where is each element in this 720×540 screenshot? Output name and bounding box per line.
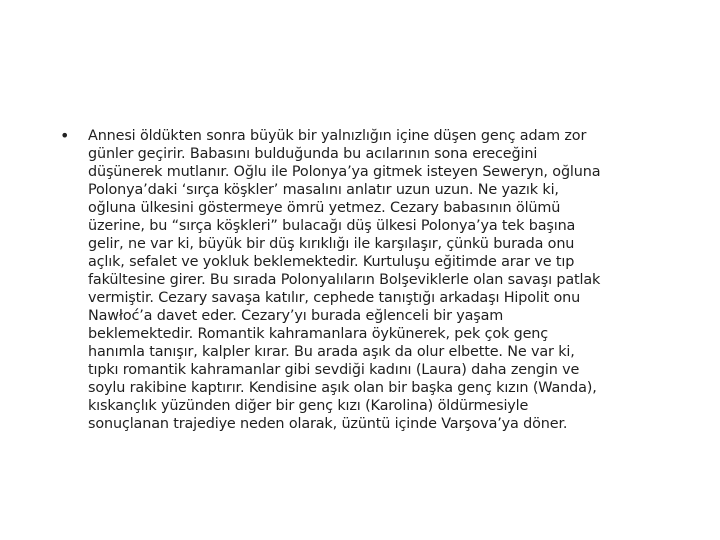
bullet-icon: • <box>60 126 70 145</box>
paragraph-line: Annesi öldükten sonra büyük bir yalnızlığın içine düşen genç adam zor <box>88 128 587 144</box>
paragraph-line: açlık, sefalet ve yokluk beklemektedir. Kurtuluşu eğitimde arar ve tıp <box>88 254 575 270</box>
paragraph-line: Nawłoć’a davet eder. Cezary’yı burada eğlenceli bir yaşam <box>88 308 504 324</box>
paragraph-line: düşünerek mutlanır. Oğlu ile Polonya’ya gitmek isteyen Seweryn, oğluna <box>88 164 601 180</box>
paragraph-line: beklemektedir. Romantik kahramanlara öykünerek, pek çok genç <box>88 326 549 342</box>
paragraph-line: oğluna ülkesini göstermeye ömrü yetmez. Cezary babasının ölümü <box>88 200 561 216</box>
paragraph-line: Polonya’daki ‘sırça köşkler’ masalını anlatır uzun uzun. Ne yazık ki, <box>88 182 559 198</box>
paragraph-line: tıpkı romantik kahramanlar gibi sevdiği kadını (Laura) daha zengin ve <box>88 362 580 378</box>
paragraph-line: gelir, ne var ki, büyük bir düş kırıklığı ile karşılaşır, çünkü burada onu <box>88 236 575 252</box>
bullet-paragraph <box>60 127 690 433</box>
paragraph-line: üzerine, bu “sırça köşkleri” bulacağı düş ülkesi Polonya’ya tek başına <box>88 218 576 234</box>
slide-content <box>60 127 690 433</box>
paragraph-text <box>88 127 690 433</box>
paragraph-line: hanımla tanışır, kalpler kırar. Bu arada aşık da olur elbette. Ne var ki, <box>88 344 575 360</box>
paragraph-line: fakültesine girer. Bu sırada Polonyalıların Bolşeviklerle olan savaşı patlak <box>88 272 601 288</box>
paragraph-line: soylu rakibine kaptırır. Kendisine aşık olan bir başka genç kızın (Wanda), <box>88 380 597 396</box>
paragraph-line: günler geçirir. Babasını bulduğunda bu acılarının sona ereceğini <box>88 146 538 162</box>
paragraph-line: kıskançlık yüzünden diğer bir genç kızı (Karolina) öldürmesiyle <box>88 398 529 414</box>
paragraph-line: sonuçlanan trajediye neden olarak, üzüntü içinde Varşova’ya döner. <box>88 416 568 432</box>
paragraph-line: vermiştir. Cezary savaşa katılır, cephede tanıştığı arkadaşı Hipolit onu <box>88 290 581 306</box>
